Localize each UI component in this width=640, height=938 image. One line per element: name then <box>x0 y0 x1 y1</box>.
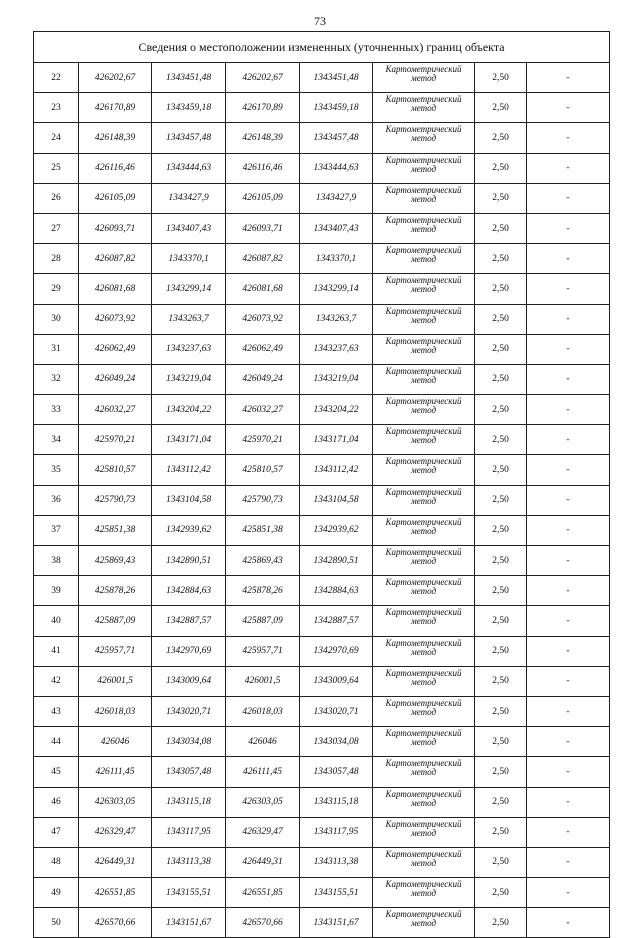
existing-y-cell: 1343299,14 <box>152 274 226 304</box>
table-row <box>34 93 610 123</box>
existing-x-cell: 425887,09 <box>79 606 152 636</box>
new-x-cell: 426111,45 <box>226 757 300 787</box>
accuracy-cell: 2,50 <box>475 878 527 908</box>
new-y-cell: 1343009,64 <box>300 666 373 696</box>
new-x-cell: 425957,71 <box>226 636 300 666</box>
new-x-cell: 426148,39 <box>226 123 300 153</box>
description-cell: - <box>527 576 610 606</box>
new-x-cell: 426551,85 <box>226 878 300 908</box>
accuracy-cell: 2,50 <box>475 153 527 183</box>
new-x-cell: 425810,57 <box>226 455 300 485</box>
new-x-cell: 426202,67 <box>226 63 300 93</box>
accuracy-cell: 2,50 <box>475 304 527 334</box>
accuracy-cell: 2,50 <box>475 606 527 636</box>
new-x-cell: 426116,46 <box>226 153 300 183</box>
point-number-cell: 33 <box>34 395 79 425</box>
method-cell: Картометрический метод <box>373 395 475 425</box>
page-number: 73 <box>314 14 326 28</box>
accuracy-cell: 2,50 <box>475 636 527 666</box>
existing-x-cell: 425869,43 <box>79 546 152 576</box>
accuracy-cell: 2,50 <box>475 364 527 394</box>
new-x-cell: 426018,03 <box>226 696 300 726</box>
accuracy-cell: 2,50 <box>475 515 527 545</box>
existing-y-cell: 1343451,48 <box>152 63 226 93</box>
new-y-cell: 1343427,9 <box>300 183 373 213</box>
existing-y-cell: 1342884,63 <box>152 576 226 606</box>
new-y-cell: 1343034,08 <box>300 727 373 757</box>
point-number-cell: 44 <box>34 727 79 757</box>
description-cell: - <box>527 727 610 757</box>
point-number-cell: 31 <box>34 334 79 364</box>
existing-y-cell: 1343204,22 <box>152 395 226 425</box>
description-cell: - <box>527 334 610 364</box>
point-number-cell: 41 <box>34 636 79 666</box>
existing-x-cell: 425957,71 <box>79 636 152 666</box>
method-cell: Картометрический метод <box>373 244 475 274</box>
new-y-cell: 1343444,63 <box>300 153 373 183</box>
existing-y-cell: 1343427,9 <box>152 183 226 213</box>
new-x-cell: 426049,24 <box>226 364 300 394</box>
accuracy-cell: 2,50 <box>475 787 527 817</box>
description-cell: - <box>527 515 610 545</box>
description-cell: - <box>527 636 610 666</box>
table-row <box>34 847 610 877</box>
accuracy-cell: 2,50 <box>475 908 527 938</box>
point-number-cell: 45 <box>34 757 79 787</box>
table-row <box>34 636 610 666</box>
description-cell: - <box>527 304 610 334</box>
new-x-cell: 426046 <box>226 727 300 757</box>
point-number-cell: 34 <box>34 425 79 455</box>
table-row <box>34 304 610 334</box>
existing-y-cell: 1343444,63 <box>152 153 226 183</box>
method-cell: Картометрический метод <box>373 878 475 908</box>
description-cell: - <box>527 787 610 817</box>
new-y-cell: 1343263,7 <box>300 304 373 334</box>
new-y-cell: 1343155,51 <box>300 878 373 908</box>
table-row <box>34 395 610 425</box>
existing-y-cell: 1343407,43 <box>152 213 226 243</box>
method-cell: Картометрический метод <box>373 847 475 877</box>
method-cell: Картометрический метод <box>373 817 475 847</box>
existing-x-cell: 426111,45 <box>79 757 152 787</box>
new-x-cell: 426093,71 <box>226 213 300 243</box>
point-number-cell: 32 <box>34 364 79 394</box>
point-number-cell: 49 <box>34 878 79 908</box>
new-y-cell: 1343117,95 <box>300 817 373 847</box>
description-cell: - <box>527 63 610 93</box>
new-y-cell: 1343407,43 <box>300 213 373 243</box>
existing-x-cell: 426116,46 <box>79 153 152 183</box>
description-cell: - <box>527 123 610 153</box>
accuracy-cell: 2,50 <box>475 395 527 425</box>
existing-x-cell: 426570,66 <box>79 908 152 938</box>
existing-y-cell: 1343151,67 <box>152 908 226 938</box>
accuracy-cell: 2,50 <box>475 727 527 757</box>
new-x-cell: 426032,27 <box>226 395 300 425</box>
accuracy-cell: 2,50 <box>475 666 527 696</box>
new-x-cell: 426001,5 <box>226 666 300 696</box>
new-x-cell: 426329,47 <box>226 817 300 847</box>
new-y-cell: 1342884,63 <box>300 576 373 606</box>
existing-x-cell: 426081,68 <box>79 274 152 304</box>
existing-x-cell: 426148,39 <box>79 123 152 153</box>
point-number-cell: 40 <box>34 606 79 636</box>
new-x-cell: 426081,68 <box>226 274 300 304</box>
existing-y-cell: 1343457,48 <box>152 123 226 153</box>
point-number-cell: 27 <box>34 213 79 243</box>
accuracy-cell: 2,50 <box>475 455 527 485</box>
accuracy-cell: 2,50 <box>475 334 527 364</box>
new-x-cell: 425970,21 <box>226 425 300 455</box>
table-row <box>34 153 610 183</box>
table-row <box>34 878 610 908</box>
existing-y-cell: 1343113,38 <box>152 847 226 877</box>
new-x-cell: 426087,82 <box>226 244 300 274</box>
new-y-cell: 1343370,1 <box>300 244 373 274</box>
new-x-cell: 426062,49 <box>226 334 300 364</box>
method-cell: Картометрический метод <box>373 334 475 364</box>
table-row <box>34 455 610 485</box>
method-cell: Картометрический метод <box>373 727 475 757</box>
description-cell: - <box>527 93 610 123</box>
method-cell: Картометрический метод <box>373 304 475 334</box>
existing-x-cell: 425851,38 <box>79 515 152 545</box>
existing-x-cell: 426001,5 <box>79 666 152 696</box>
accuracy-cell: 2,50 <box>475 244 527 274</box>
existing-y-cell: 1343020,71 <box>152 696 226 726</box>
new-y-cell: 1343112,42 <box>300 455 373 485</box>
existing-y-cell: 1343009,64 <box>152 666 226 696</box>
point-number-cell: 29 <box>34 274 79 304</box>
description-cell: - <box>527 485 610 515</box>
table-row <box>34 576 610 606</box>
new-y-cell: 1343020,71 <box>300 696 373 726</box>
point-number-cell: 23 <box>34 93 79 123</box>
existing-x-cell: 426105,09 <box>79 183 152 213</box>
description-cell: - <box>527 666 610 696</box>
method-cell: Картометрический метод <box>373 425 475 455</box>
description-cell: - <box>527 757 610 787</box>
existing-x-cell: 425810,57 <box>79 455 152 485</box>
existing-x-cell: 426093,71 <box>79 213 152 243</box>
new-x-cell: 426570,66 <box>226 908 300 938</box>
new-y-cell: 1343219,04 <box>300 364 373 394</box>
new-y-cell: 1343151,67 <box>300 908 373 938</box>
new-y-cell: 1343104,58 <box>300 485 373 515</box>
point-number-cell: 37 <box>34 515 79 545</box>
accuracy-cell: 2,50 <box>475 183 527 213</box>
new-y-cell: 1343451,48 <box>300 63 373 93</box>
method-cell: Картометрический метод <box>373 576 475 606</box>
method-cell: Картометрический метод <box>373 666 475 696</box>
new-y-cell: 1343204,22 <box>300 395 373 425</box>
new-y-cell: 1343299,14 <box>300 274 373 304</box>
existing-x-cell: 426329,47 <box>79 817 152 847</box>
table-row <box>34 696 610 726</box>
existing-x-cell: 426087,82 <box>79 244 152 274</box>
existing-y-cell: 1342939,62 <box>152 515 226 545</box>
method-cell: Картометрический метод <box>373 485 475 515</box>
existing-x-cell: 426049,24 <box>79 364 152 394</box>
method-cell: Картометрический метод <box>373 63 475 93</box>
description-cell: - <box>527 546 610 576</box>
new-y-cell: 1343057,48 <box>300 757 373 787</box>
point-number-cell: 39 <box>34 576 79 606</box>
existing-y-cell: 1342970,69 <box>152 636 226 666</box>
existing-y-cell: 1343034,08 <box>152 727 226 757</box>
method-cell: Картометрический метод <box>373 364 475 394</box>
table-row <box>34 666 610 696</box>
new-y-cell: 1343113,38 <box>300 847 373 877</box>
point-number-cell: 47 <box>34 817 79 847</box>
new-x-cell: 426170,89 <box>226 93 300 123</box>
method-cell: Картометрический метод <box>373 636 475 666</box>
new-x-cell: 426105,09 <box>226 183 300 213</box>
table-row <box>34 515 610 545</box>
table-row <box>34 213 610 243</box>
point-number-cell: 38 <box>34 546 79 576</box>
method-cell: Картометрический метод <box>373 153 475 183</box>
new-x-cell: 425790,73 <box>226 485 300 515</box>
table-row <box>34 244 610 274</box>
existing-y-cell: 1343057,48 <box>152 757 226 787</box>
method-cell: Картометрический метод <box>373 546 475 576</box>
point-number-cell: 25 <box>34 153 79 183</box>
method-cell: Картометрический метод <box>373 93 475 123</box>
new-y-cell: 1343459,18 <box>300 93 373 123</box>
new-x-cell: 426073,92 <box>226 304 300 334</box>
new-y-cell: 1343171,04 <box>300 425 373 455</box>
existing-x-cell: 426062,49 <box>79 334 152 364</box>
point-number-cell: 42 <box>34 666 79 696</box>
accuracy-cell: 2,50 <box>475 425 527 455</box>
existing-y-cell: 1342887,57 <box>152 606 226 636</box>
new-y-cell: 1342890,51 <box>300 546 373 576</box>
table-row <box>34 63 610 93</box>
accuracy-cell: 2,50 <box>475 817 527 847</box>
existing-x-cell: 425790,73 <box>79 485 152 515</box>
table-row <box>34 425 610 455</box>
accuracy-cell: 2,50 <box>475 123 527 153</box>
table-title-row <box>34 32 610 63</box>
existing-x-cell: 426551,85 <box>79 878 152 908</box>
existing-x-cell: 426018,03 <box>79 696 152 726</box>
existing-x-cell: 426202,67 <box>79 63 152 93</box>
table-title: Сведения о местоположении измененных (уточненных) границ объекта <box>34 32 610 63</box>
existing-y-cell: 1343155,51 <box>152 878 226 908</box>
point-number-cell: 46 <box>34 787 79 817</box>
existing-y-cell: 1343459,18 <box>152 93 226 123</box>
table-row <box>34 274 610 304</box>
point-number-cell: 43 <box>34 696 79 726</box>
table-row <box>34 546 610 576</box>
existing-y-cell: 1343263,7 <box>152 304 226 334</box>
method-cell: Картометрический метод <box>373 787 475 817</box>
accuracy-cell: 2,50 <box>475 757 527 787</box>
description-cell: - <box>527 425 610 455</box>
point-number-cell: 30 <box>34 304 79 334</box>
description-cell: - <box>527 395 610 425</box>
method-cell: Картометрический метод <box>373 123 475 153</box>
description-cell: - <box>527 606 610 636</box>
point-number-cell: 28 <box>34 244 79 274</box>
existing-x-cell: 426073,92 <box>79 304 152 334</box>
description-cell: - <box>527 817 610 847</box>
new-x-cell: 425869,43 <box>226 546 300 576</box>
accuracy-cell: 2,50 <box>475 847 527 877</box>
description-cell: - <box>527 364 610 394</box>
new-x-cell: 425887,09 <box>226 606 300 636</box>
boundary-coordinates-table <box>33 31 610 938</box>
accuracy-cell: 2,50 <box>475 213 527 243</box>
existing-y-cell: 1343171,04 <box>152 425 226 455</box>
table-row <box>34 727 610 757</box>
accuracy-cell: 2,50 <box>475 63 527 93</box>
method-cell: Картометрический метод <box>373 515 475 545</box>
accuracy-cell: 2,50 <box>475 485 527 515</box>
table-row <box>34 757 610 787</box>
new-x-cell: 425878,26 <box>226 576 300 606</box>
new-x-cell: 426303,05 <box>226 787 300 817</box>
method-cell: Картометрический метод <box>373 606 475 636</box>
description-cell: - <box>527 455 610 485</box>
description-cell: - <box>527 847 610 877</box>
table-row <box>34 908 610 938</box>
method-cell: Картометрический метод <box>373 213 475 243</box>
table-row <box>34 606 610 636</box>
existing-x-cell: 426046 <box>79 727 152 757</box>
table-row <box>34 123 610 153</box>
description-cell: - <box>527 878 610 908</box>
new-y-cell: 1343457,48 <box>300 123 373 153</box>
point-number-cell: 50 <box>34 908 79 938</box>
existing-x-cell: 426303,05 <box>79 787 152 817</box>
existing-x-cell: 425878,26 <box>79 576 152 606</box>
description-cell: - <box>527 696 610 726</box>
existing-x-cell: 426449,31 <box>79 847 152 877</box>
existing-y-cell: 1342890,51 <box>152 546 226 576</box>
new-y-cell: 1343115,18 <box>300 787 373 817</box>
accuracy-cell: 2,50 <box>475 696 527 726</box>
table-row <box>34 364 610 394</box>
existing-x-cell: 426170,89 <box>79 93 152 123</box>
new-x-cell: 426449,31 <box>226 847 300 877</box>
method-cell: Картометрический метод <box>373 696 475 726</box>
method-cell: Картометрический метод <box>373 274 475 304</box>
description-cell: - <box>527 908 610 938</box>
point-number-cell: 26 <box>34 183 79 213</box>
point-number-cell: 22 <box>34 63 79 93</box>
point-number-cell: 24 <box>34 123 79 153</box>
new-y-cell: 1342887,57 <box>300 606 373 636</box>
method-cell: Картометрический метод <box>373 455 475 485</box>
existing-y-cell: 1343370,1 <box>152 244 226 274</box>
point-number-cell: 48 <box>34 847 79 877</box>
description-cell: - <box>527 274 610 304</box>
new-y-cell: 1342970,69 <box>300 636 373 666</box>
table-row <box>34 817 610 847</box>
existing-y-cell: 1343104,58 <box>152 485 226 515</box>
description-cell: - <box>527 244 610 274</box>
description-cell: - <box>527 183 610 213</box>
accuracy-cell: 2,50 <box>475 274 527 304</box>
table-row <box>34 787 610 817</box>
point-number-cell: 36 <box>34 485 79 515</box>
existing-y-cell: 1343112,42 <box>152 455 226 485</box>
table-row <box>34 183 610 213</box>
method-cell: Картометрический метод <box>373 183 475 213</box>
method-cell: Картометрический метод <box>373 908 475 938</box>
existing-x-cell: 426032,27 <box>79 395 152 425</box>
method-cell: Картометрический метод <box>373 757 475 787</box>
accuracy-cell: 2,50 <box>475 546 527 576</box>
point-number-cell: 35 <box>34 455 79 485</box>
new-x-cell: 425851,38 <box>226 515 300 545</box>
table-row <box>34 485 610 515</box>
accuracy-cell: 2,50 <box>475 576 527 606</box>
description-cell: - <box>527 153 610 183</box>
description-cell: - <box>527 213 610 243</box>
existing-y-cell: 1343219,04 <box>152 364 226 394</box>
existing-y-cell: 1343115,18 <box>152 787 226 817</box>
new-y-cell: 1342939,62 <box>300 515 373 545</box>
new-y-cell: 1343237,63 <box>300 334 373 364</box>
existing-y-cell: 1343117,95 <box>152 817 226 847</box>
accuracy-cell: 2,50 <box>475 93 527 123</box>
table-row <box>34 334 610 364</box>
existing-x-cell: 425970,21 <box>79 425 152 455</box>
existing-y-cell: 1343237,63 <box>152 334 226 364</box>
